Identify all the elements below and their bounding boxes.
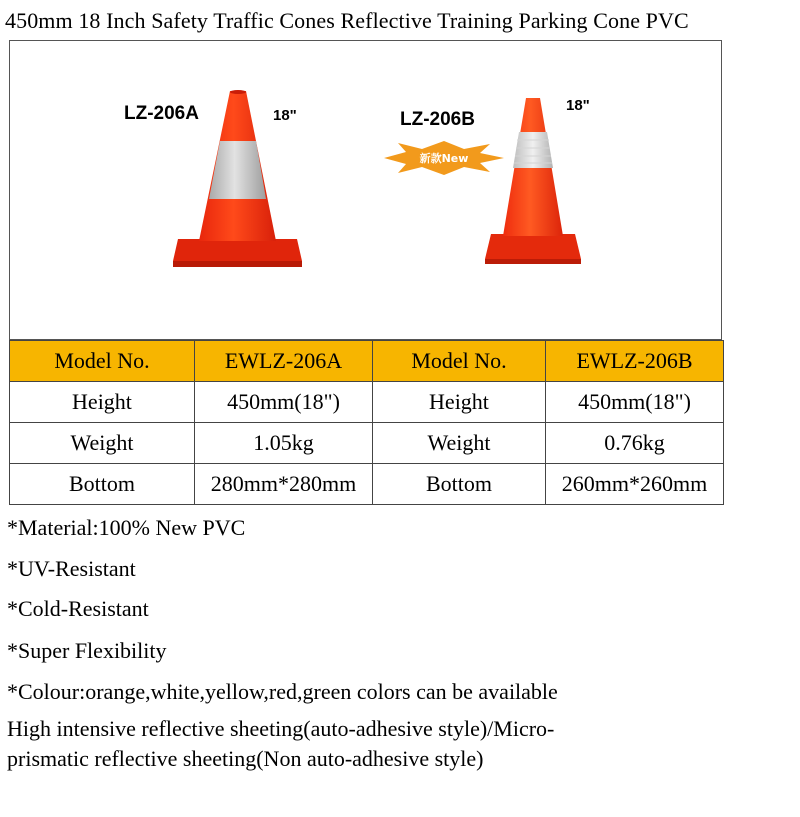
cone-b-size-label: 18" xyxy=(566,97,590,114)
feature-colour: *Colour:orange,white,yellow,red,green colors can be available xyxy=(7,679,558,704)
header-cell: Model No. xyxy=(373,341,546,382)
table-cell: Weight xyxy=(10,423,195,464)
table-cell: Height xyxy=(10,382,195,423)
table-cell: 1.05kg xyxy=(195,423,373,464)
table-cell: Weight xyxy=(373,423,546,464)
table-cell: 260mm*260mm xyxy=(546,464,724,505)
table-cell: 280mm*280mm xyxy=(195,464,373,505)
spec-table-header xyxy=(10,341,724,382)
table-cell: 450mm(18") xyxy=(546,382,724,423)
page-title: 450mm 18 Inch Safety Traffic Cones Reflective Training Parking Cone PVC xyxy=(5,8,689,33)
header-cell: EWLZ-206B xyxy=(546,341,724,382)
cone-a-image xyxy=(170,89,305,271)
feature-material: *Material:100% New PVC xyxy=(7,515,246,540)
table-cell: Bottom xyxy=(10,464,195,505)
table-row xyxy=(10,382,724,423)
cone-b-model-label: LZ-206B xyxy=(400,109,475,130)
feature-uv-resistant: *UV-Resistant xyxy=(7,556,136,581)
table-row xyxy=(10,464,724,505)
cone-b-image xyxy=(477,96,589,268)
table-cell: 450mm(18") xyxy=(195,382,373,423)
reflective-sheeting-description: High intensive reflective sheeting(auto-adhesive style)/Micro-prismatic reflective sheeting(Non auto-adhesive style) xyxy=(7,716,555,771)
table-row xyxy=(10,423,724,464)
new-badge-label: 新款New xyxy=(419,152,469,165)
feature-flexibility: *Super Flexibility xyxy=(7,638,167,663)
cone-a-model-label: LZ-206A xyxy=(124,103,199,124)
table-cell: Bottom xyxy=(373,464,546,505)
header-cell: Model No. xyxy=(10,341,195,382)
table-cell: 0.76kg xyxy=(546,423,724,464)
spec-table xyxy=(9,340,724,505)
header-cell: EWLZ-206A xyxy=(195,341,373,382)
feature-cold-resistant: *Cold-Resistant xyxy=(7,596,149,621)
table-cell: Height xyxy=(373,382,546,423)
cone-a-size-label: 18" xyxy=(273,107,297,124)
product-image xyxy=(9,40,722,340)
